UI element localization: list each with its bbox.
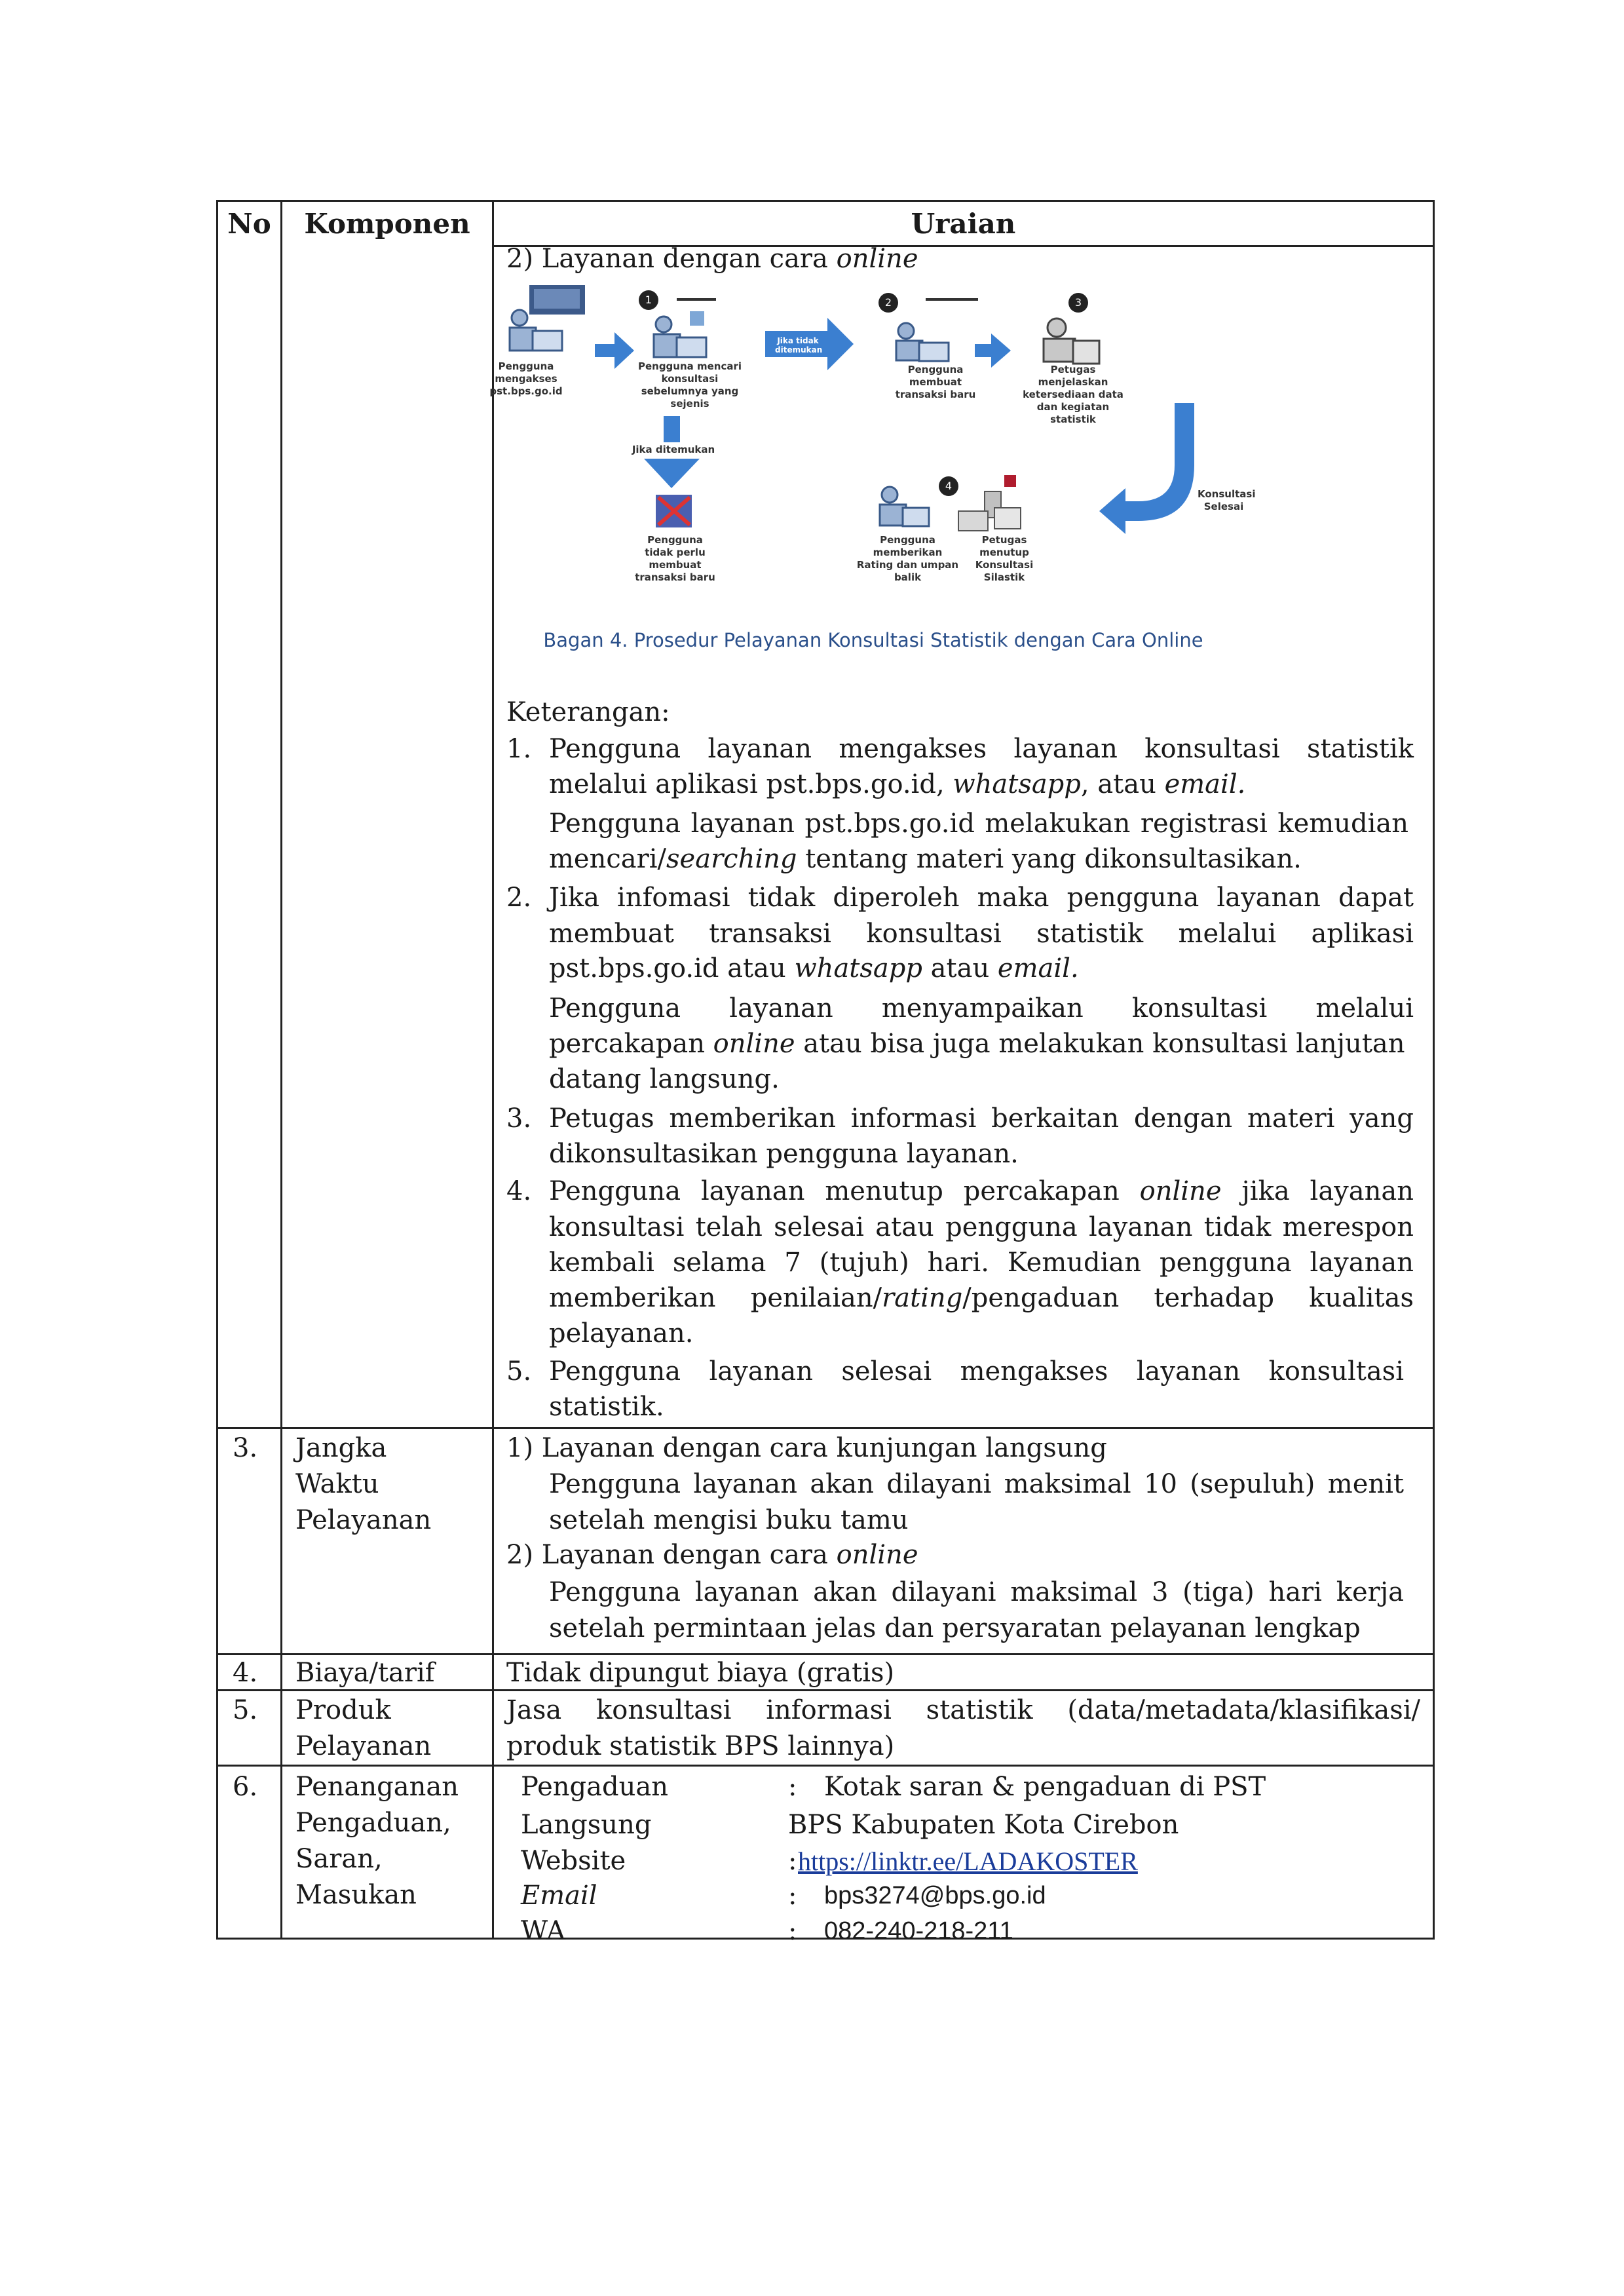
item-2-line-1: Jika infomasi tidak diperoleh maka pengguna layanan dapat xyxy=(549,883,1414,913)
header-uraian: Uraian xyxy=(911,208,1016,240)
item-1-number: 1. xyxy=(506,734,532,764)
diagram-caption: Bagan 4. Prosedur Pelayanan Konsultasi Statistik dengan Cara Online xyxy=(543,629,1203,651)
row-3-komponen-3: Pelayanan xyxy=(295,1505,432,1535)
item-5-number: 5. xyxy=(506,1356,532,1387)
header-komponen: Komponen xyxy=(304,208,470,240)
step-3-badge: 3 xyxy=(1068,293,1088,313)
contact-sep-wa: : xyxy=(788,1916,797,1946)
user-computer-icon xyxy=(510,285,585,351)
item-5-line-1: Pengguna layanan selesai mengakses layanan konsultasi xyxy=(549,1356,1404,1387)
label-no-new: Pengguna tidak perlu membuat transaksi baru xyxy=(635,534,715,583)
contact-label-pengaduan: Pengaduan xyxy=(521,1772,668,1802)
item-2-line-2: membuat transaksi konsultasi statistik melalui aplikasi xyxy=(549,919,1414,949)
contact-value-pengaduan: Kotak saran & pengaduan di PST xyxy=(824,1772,1266,1802)
contact-label-wa: WA xyxy=(521,1916,566,1946)
item-3-line-2: dikonsultasikan pengguna layanan. xyxy=(549,1139,1019,1169)
contact-label-email: Email xyxy=(521,1881,597,1911)
contact-label-website: Website xyxy=(521,1846,626,1876)
item-2-line-3: pst.bps.go.id atau whatsapp atau email. xyxy=(549,953,1079,984)
user-rating-icon xyxy=(880,487,929,526)
item-3-number: 3. xyxy=(506,1103,532,1134)
item-1-para-2-line-2: mencari/searching tentang materi yang dikonsultasikan. xyxy=(549,844,1302,874)
row-5-line-1: Jasa konsultasi informasi statistik (data/metadata/klasifikasi/ xyxy=(506,1695,1420,1725)
keterangan-title: Keterangan: xyxy=(506,697,670,727)
header-no: No xyxy=(227,208,271,240)
row-6-komponen-4: Masukan xyxy=(295,1880,417,1910)
item-4-line-4: memberikan penilaian/rating/pengaduan terhadap kualitas xyxy=(549,1283,1414,1313)
row-3-b-line-2: setelah permintaan jelas dan persyaratan pelayanan lengkap xyxy=(549,1613,1361,1643)
item-2-number: 2. xyxy=(506,883,532,913)
label-consult-done: Konsultasi Selesai xyxy=(1198,488,1256,512)
user-new-transaction-icon xyxy=(896,298,978,361)
online-title: 2) Layanan dengan cara online xyxy=(506,244,918,274)
item-2-para-2-line-2: percakapan online atau bisa juga melakukan konsultasi lanjutan xyxy=(549,1029,1405,1059)
label-officer: Petugas menjelaskan ketersediaan data dan kegiatan statistik xyxy=(1023,364,1124,425)
row-5-komponen-1: Produk xyxy=(295,1695,391,1725)
contact-value-wa: 082-240-218-211 xyxy=(824,1917,1013,1945)
item-2-para-2-line-1: Pengguna layanan menyampaikan konsultasi melalui xyxy=(549,993,1414,1024)
row-3-a-line-2: setelah mengisi buku tamu xyxy=(549,1505,909,1535)
item-4-number: 4. xyxy=(506,1176,532,1206)
item-2-para-2-line-3: datang langsung. xyxy=(549,1064,780,1094)
label-not-found: Jika tidak ditemukan xyxy=(775,336,823,354)
service-standard-table xyxy=(216,200,1435,1946)
item-1-line-2: melalui aplikasi pst.bps.go.id, whatsapp, atau email. xyxy=(549,769,1246,799)
row-6-komponen-1: Penanganan xyxy=(295,1772,459,1802)
contact-sep-email: : xyxy=(788,1881,797,1911)
officer-close-icon xyxy=(958,475,1021,531)
row-3-no: 3. xyxy=(233,1433,258,1463)
user-search-icon xyxy=(654,298,716,357)
item-1-line-1: Pengguna layanan mengakses layanan konsultasi statistik xyxy=(549,734,1414,764)
label-new-transaction: Pengguna membuat transaksi baru xyxy=(895,364,976,400)
row-3-b-title: 2) Layanan dengan cara online xyxy=(506,1540,918,1570)
row-5-line-2: produk statistik BPS lainnya) xyxy=(506,1731,895,1761)
row-3-komponen-2: Waktu xyxy=(295,1469,379,1499)
flow-arrow-icon xyxy=(595,332,634,369)
col-divider-1 xyxy=(280,202,282,1938)
row-5-komponen-2: Pelayanan xyxy=(295,1731,432,1761)
no-new-transaction-icon xyxy=(656,495,692,527)
row-6-komponen-2: Pengaduan, xyxy=(295,1808,451,1838)
item-4-line-3: kembali selama 7 (tujuh) hari. Kemudian pengguna layanan xyxy=(549,1248,1414,1278)
row-4-komponen: Biaya/tarif xyxy=(295,1658,435,1688)
row-3-komponen-1: Jangka xyxy=(295,1433,387,1463)
found-arrow-stem xyxy=(664,416,680,442)
contact-value-langsung: BPS Kabupaten Kota Cirebon xyxy=(788,1810,1179,1840)
label-rating: Pengguna memberikan Rating dan umpan balik xyxy=(856,534,959,583)
step-4-badge: 4 xyxy=(939,476,958,496)
item-5-line-2: statistik. xyxy=(549,1392,664,1422)
step-1-badge: 1 xyxy=(639,290,658,310)
contact-label-langsung: Langsung xyxy=(521,1810,652,1840)
label-close: Petugas menutup Konsultasi Silastik xyxy=(975,534,1034,583)
flow-arrow-2-icon xyxy=(975,334,1011,368)
row-3-a-title: 1) Layanan dengan cara kunjungan langsung xyxy=(506,1433,1107,1463)
procedure-diagram xyxy=(487,278,1260,651)
label-search: Pengguna mencari konsultasi sebelumnya yang sejenis xyxy=(637,360,742,410)
item-4-line-1: Pengguna layanan menutup percakapan online jika layanan xyxy=(549,1176,1414,1206)
row-3-b-line-1: Pengguna layanan akan dilayani maksimal 3 (tiga) hari kerja xyxy=(549,1577,1404,1607)
found-arrow-head-icon xyxy=(644,459,700,488)
contact-sep-website: : xyxy=(788,1846,797,1876)
row-divider-6 xyxy=(218,1765,1433,1767)
row-4-uraian: Tidak dipungut biaya (gratis) xyxy=(506,1658,895,1688)
contact-sep-pengaduan: : xyxy=(788,1772,797,1802)
row-5-no: 5. xyxy=(233,1695,258,1725)
item-4-line-2: konsultasi telah selesai atau pengguna layanan tidak merespon xyxy=(549,1212,1414,1242)
row-4-no: 4. xyxy=(233,1658,258,1688)
item-4-line-5: pelayanan. xyxy=(549,1318,694,1349)
row-divider-3 xyxy=(218,1427,1433,1429)
item-3-line-1: Petugas memberikan informasi berkaitan dengan materi yang xyxy=(549,1103,1414,1134)
contact-value-email: bps3274@bps.go.id xyxy=(824,1882,1046,1909)
row-6-no: 6. xyxy=(233,1772,258,1802)
item-1-para-2-line-1: Pengguna layanan pst.bps.go.id melakukan registrasi kemudian xyxy=(549,809,1408,839)
officer-computer-icon xyxy=(1044,318,1099,364)
label-access: Pengguna mengakses pst.bps.go.id xyxy=(489,360,563,397)
row-6-komponen-3: Saran, xyxy=(295,1844,383,1874)
label-found: Jika ditemukan xyxy=(632,444,715,455)
website-link[interactable]: https://linktr.ee/LADAKOSTER xyxy=(798,1846,1138,1876)
row-3-a-line-1: Pengguna layanan akan dilayani maksimal 10 (sepuluh) menit xyxy=(549,1469,1404,1499)
step-2-badge: 2 xyxy=(878,293,898,313)
